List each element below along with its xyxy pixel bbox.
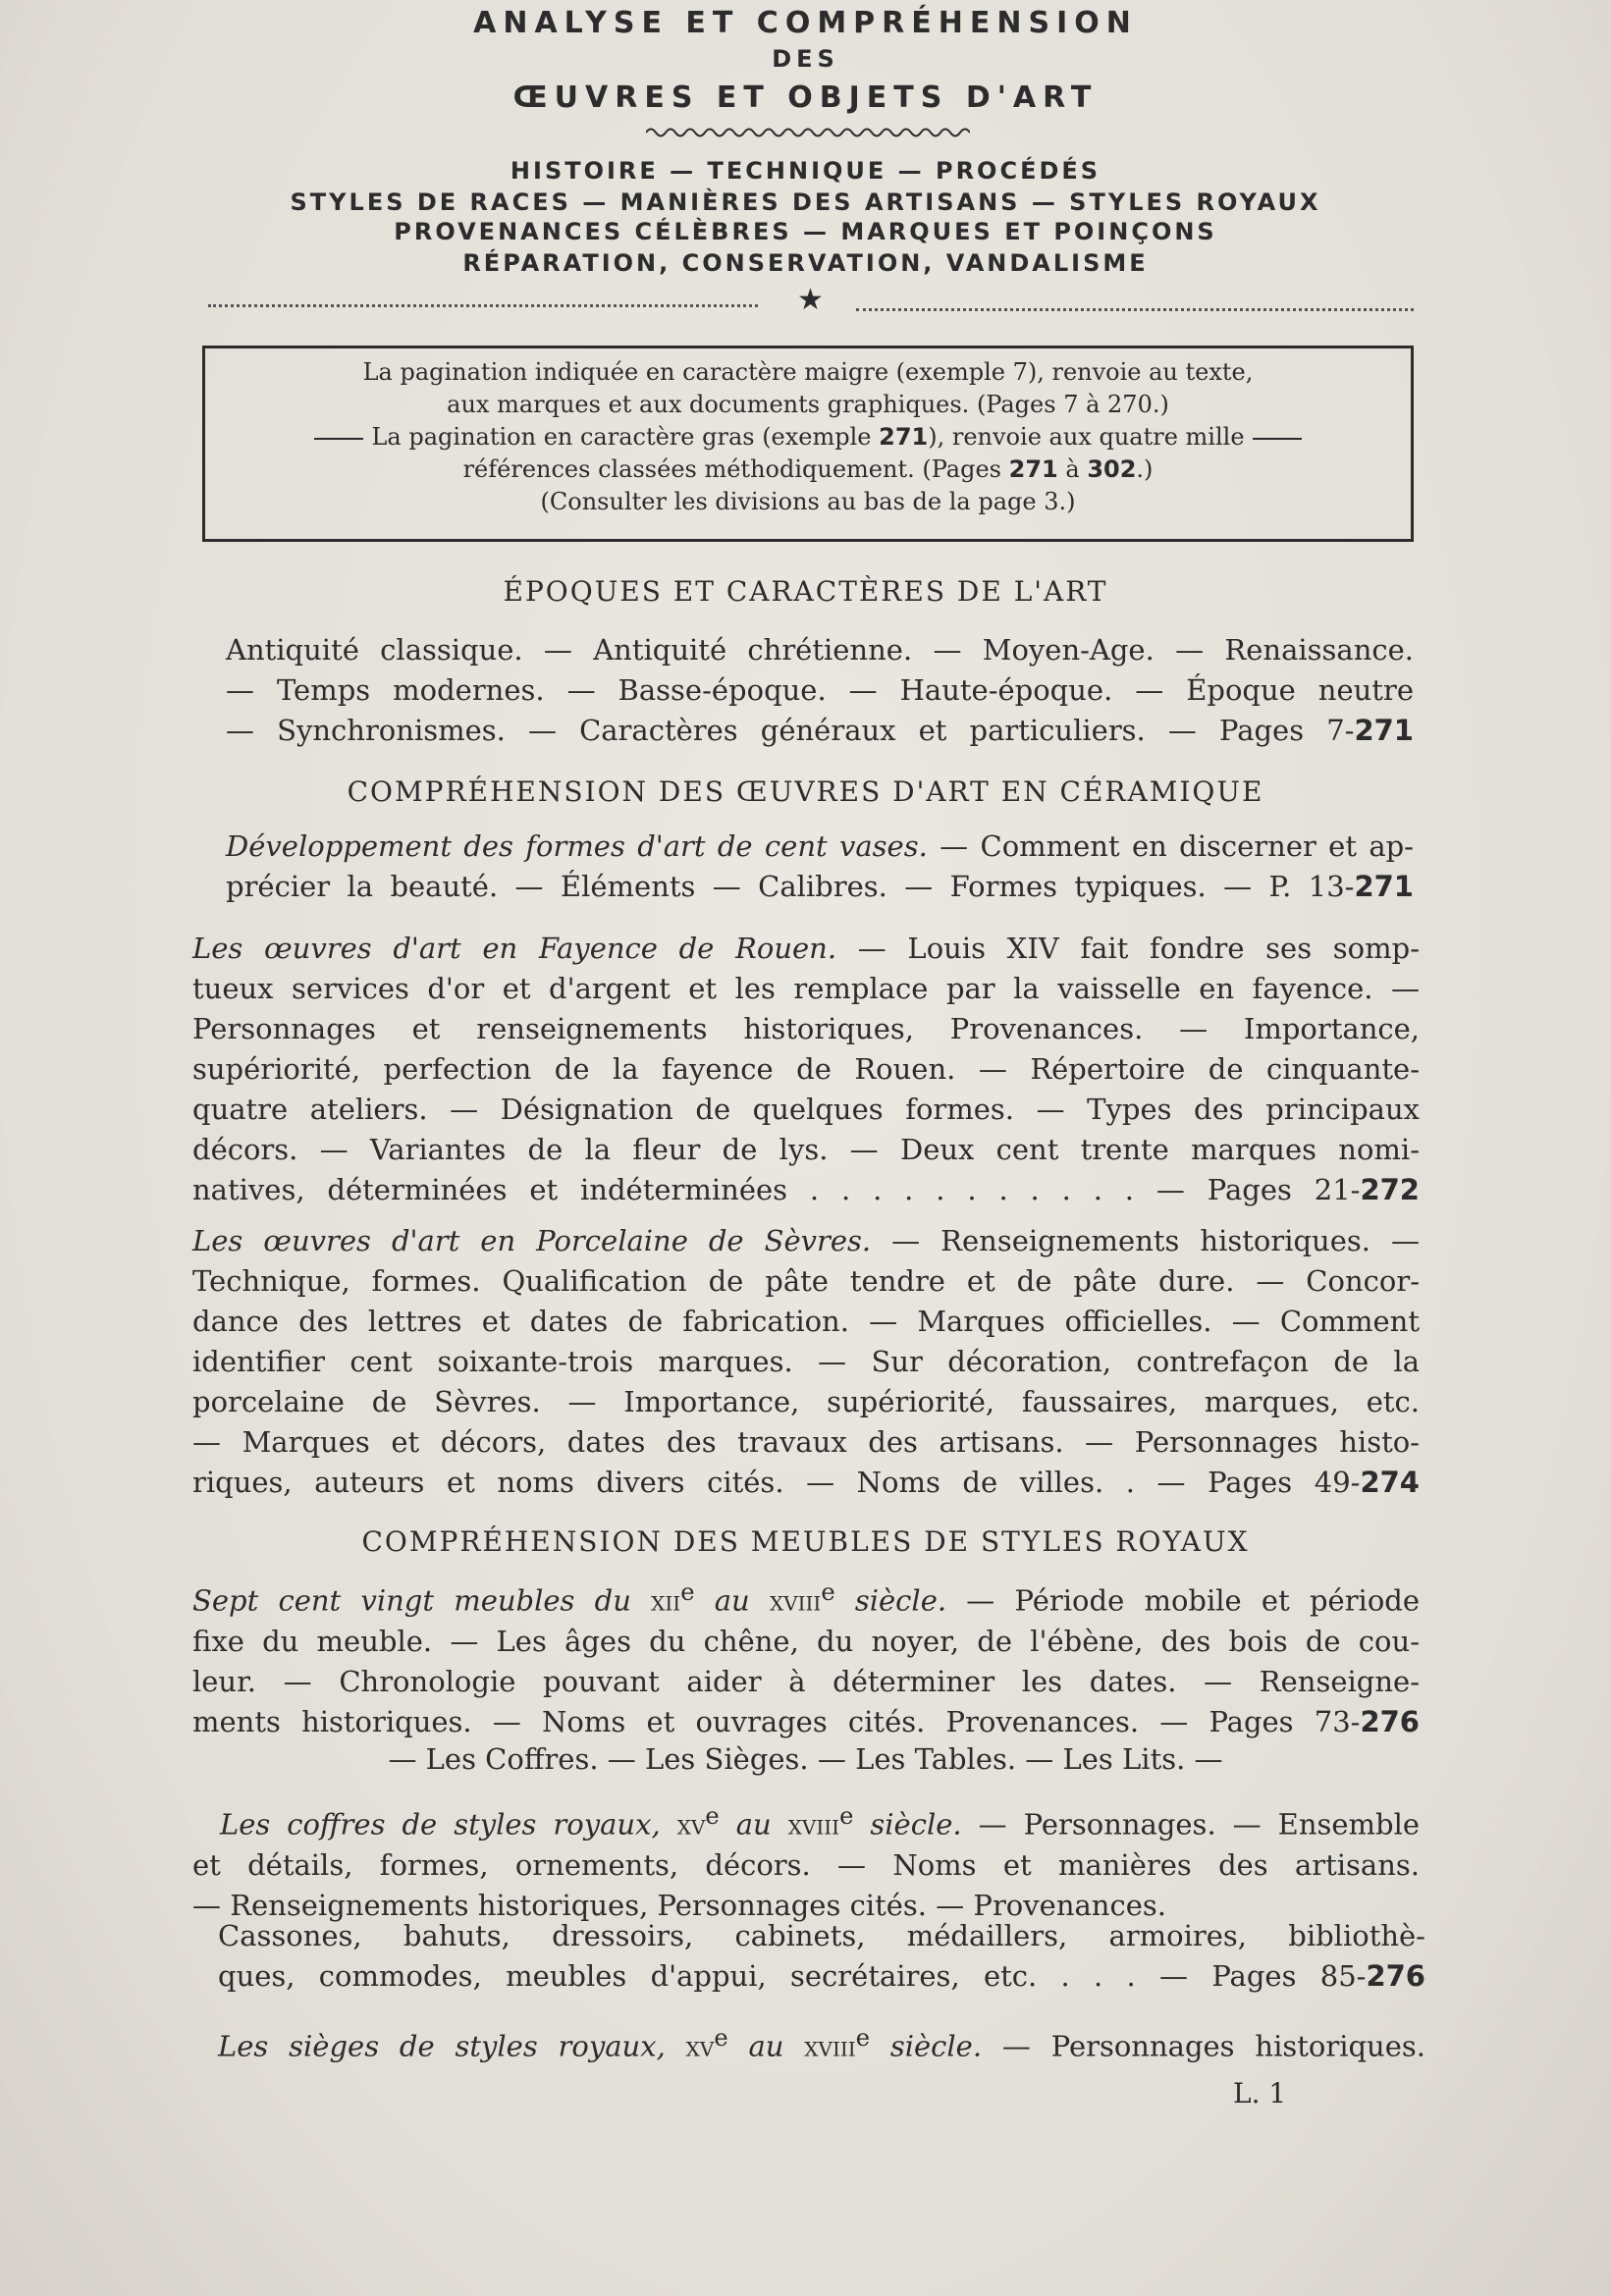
section-title-ceramique: COMPRÉHENSION DES ŒUVRES D'ART EN CÉRAMIQUE bbox=[347, 775, 1264, 808]
notice-line: La pagination indiquée en caractère maigre (exemple 7), renvoie au texte, bbox=[362, 358, 1254, 386]
header-title-line1: ANALYSE ET COMPRÉHENSION bbox=[473, 6, 1138, 40]
notice-line: aux marques et aux documents graphiques. (Pages 7 à 270.) bbox=[447, 391, 1169, 418]
star-icon: ★ bbox=[797, 283, 824, 317]
notice-line: (Consulter les divisions au bas de la page 3.) bbox=[540, 488, 1076, 515]
notice-line: références classées méthodiquement. (Pages 271 à 302.) bbox=[462, 455, 1154, 483]
wavy-divider bbox=[646, 126, 970, 139]
paragraph-sieges: Les sièges de styles royaux, $xv^e$ au xviii$^e$ siècle. — Personnages historiques. bbox=[218, 2024, 1425, 2063]
subtitle-line: STYLES DE RACES — MANIÈRES DES ARTISANS — STYLES ROYAUX bbox=[290, 188, 1321, 216]
paragraph-sevres: Les œuvres d'art en Porcelaine de Sèvres. — Renseignements historiques. — Technique, formes. Qualification de pâte tendre et de pâte dure. — Concor- dance des lettres et dates de fabrication. — Marques officielles. — Comment identifier cent soixante-trois marques. — Sur décoration, contrefaçon de la porcelaine de Sèvres. — Importance, supériorité, faussaires, marques, etc. — Marques et décors, dates des travaux des artisans. — Personnages histo- riques, auteurs et noms divers cités. — Noms de villes. . — Pages 49-274 bbox=[192, 1224, 1420, 1499]
paragraph-cassones: Cassones, bahuts, dressoirs, cabinets, médaillers, armoires, bibliothè- ques, commodes, meubles d'appui, secrétaires, etc. . . . — Pages 85-276 bbox=[218, 1919, 1425, 1993]
subtitle-line: PROVENANCES CÉLÈBRES — MARQUES ET POINÇONS bbox=[394, 218, 1217, 245]
section-title-meubles: COMPRÉHENSION DES MEUBLES DE STYLES ROYAUX bbox=[361, 1525, 1250, 1558]
subtitle-line: HISTOIRE — TECHNIQUE — PROCÉDÉS bbox=[510, 157, 1101, 185]
dotted-rule-left bbox=[208, 304, 758, 307]
notice-line: La pagination en caractère gras (exemple 271), renvoie aux quatre mille bbox=[205, 421, 1411, 454]
paragraph-coffres: Les coffres de styles royaux, $xv^e$ au xviii$^e$ siècle. — Personnages. — Ensemble et détails, formes, ornements, décors. — Noms et manières des artisans. — Renseignements historiques, Personnages cités. — Provenances. bbox=[192, 1802, 1421, 1922]
pagination-notice-box bbox=[202, 346, 1414, 542]
paragraph-vases: Développement des formes d'art de cent vases. — Comment en discerner et ap- précier la beauté. — Éléments — Calibres. — Formes typiques. — P. 13-271 bbox=[226, 829, 1414, 903]
header-title-line2: DES bbox=[772, 45, 839, 73]
furniture-categories-line: — Les Coffres. — Les Sièges. — Les Tables. — Les Lits. — bbox=[388, 1742, 1223, 1776]
subtitle-line: RÉPARATION, CONSERVATION, VANDALISME bbox=[462, 249, 1149, 277]
page-signature: L. 1 bbox=[1233, 2077, 1287, 2109]
section-title-epoques: ÉPOQUES ET CARACTÈRES DE L'ART bbox=[503, 575, 1108, 608]
paragraph-rouen: Les œuvres d'art en Fayence de Rouen. — Louis XIV fait fondre ses somp- tueux services d'or et d'argent et les remplace par la vaisselle en fayence. — Personnages et renseignements historiques, Provenances. — Importance, supériorité, perfection de la fayence de Rouen. — Répertoire de cinquante- quatre ateliers. — Désignation de quelques formes. — Types des principaux décors. — Variantes de la fleur de lys. — Deux cent trente marques nomi- natives, déterminées et indéterminées . . . . . . . . . . . — Pages 21-272 bbox=[192, 932, 1420, 1206]
dotted-rule-right bbox=[856, 308, 1414, 311]
header-title-line3: ŒUVRES ET OBJETS D'ART bbox=[512, 80, 1099, 115]
paragraph-sept-cent-meubles: Sept cent vingt meubles du xii$^e$ au xviii$^e$ siècle. — Période mobile et période fixe du meuble. — Les âges du chêne, du noyer, de l'ébène, des bois de cou- leur. — Chronologie pouvant aider à déterminer les dates. — Renseigne- ments historiques. — Noms et ouvrages cités. Provenances. — Pages 73-276 bbox=[192, 1578, 1421, 1738]
paragraph-epoques: Antiquité classique. — Antiquité chrétienne. — Moyen-Age. — Renaissance. — Temps modernes. — Basse-époque. — Haute-époque. — Époque neutre — Synchronismes. — Caractères généraux et particuliers. — Pages 7-271 bbox=[226, 633, 1414, 747]
